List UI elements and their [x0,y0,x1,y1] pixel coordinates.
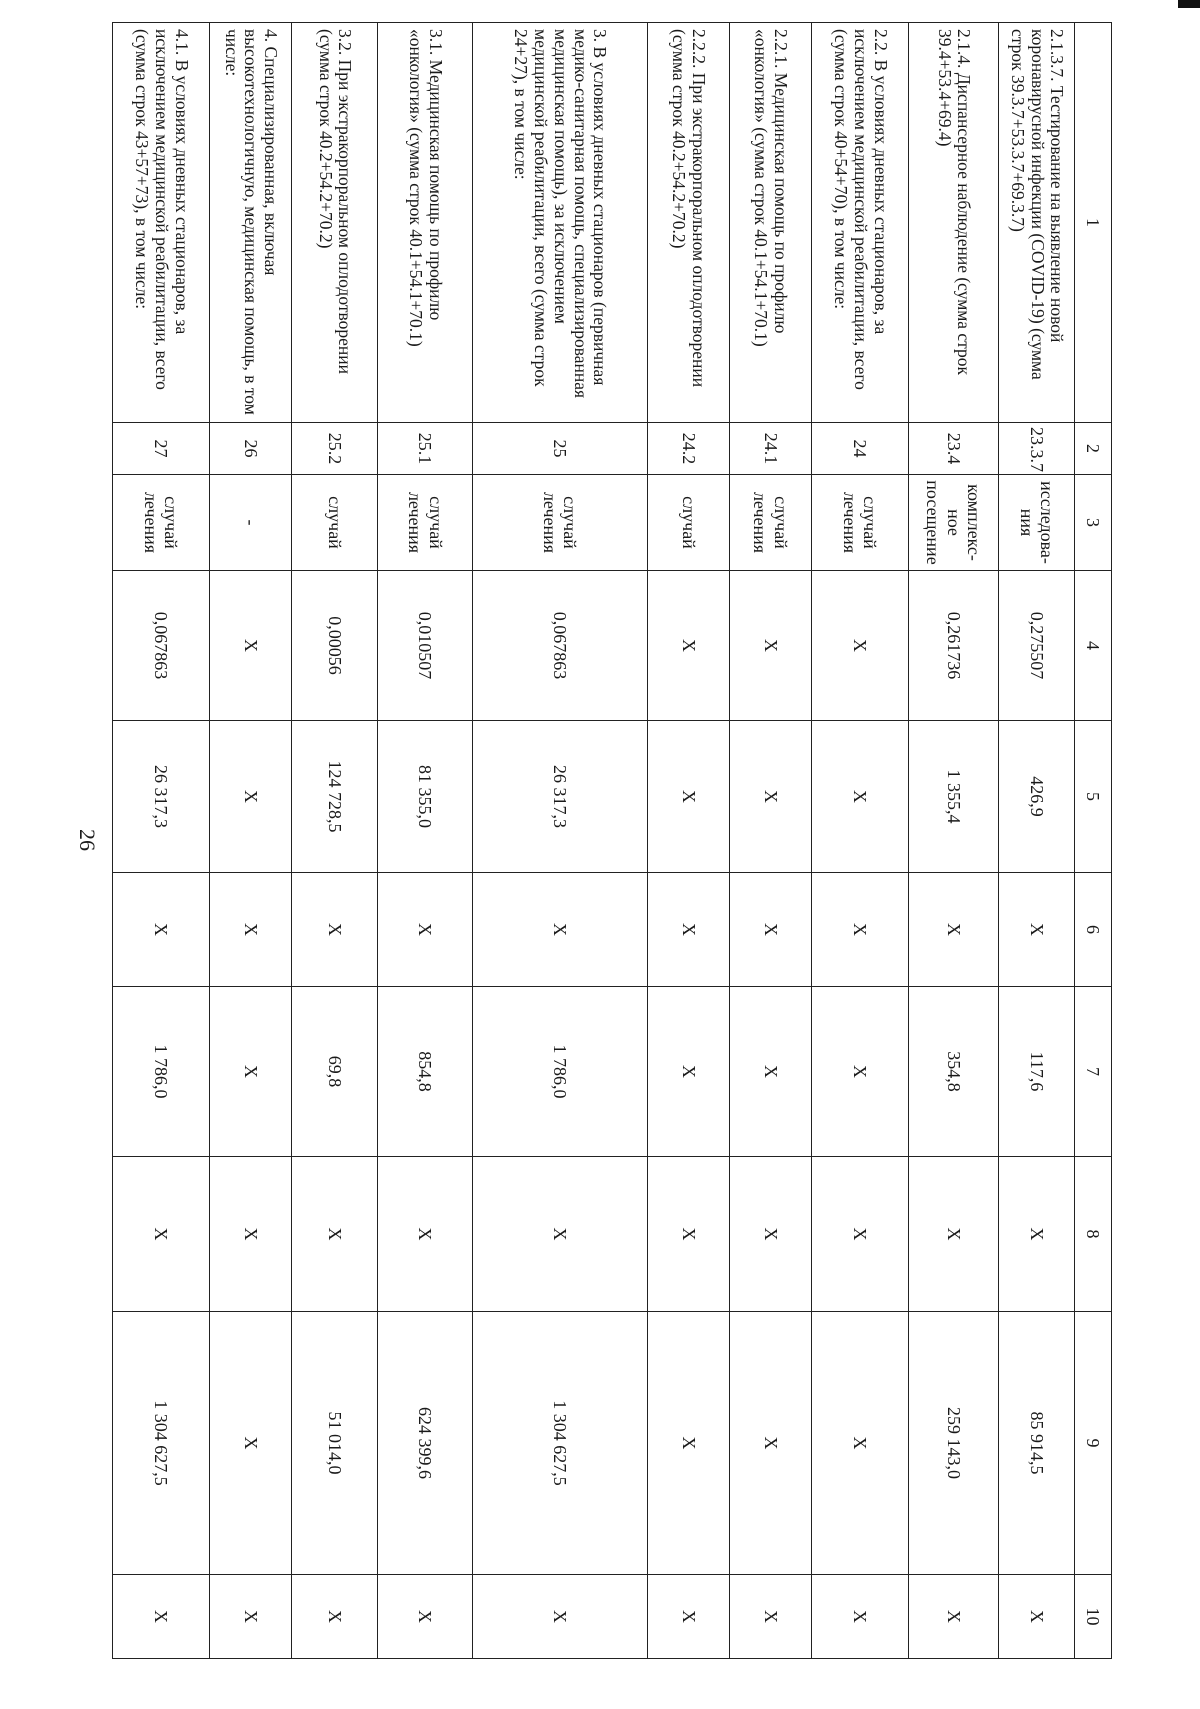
table-cell: 25.1 [378,423,473,475]
table-row [378,23,473,1659]
table-row [292,23,378,1659]
table-cell: 259 143,0 [908,1312,999,1575]
table-cell: X [292,1575,378,1659]
table-cell: 1 786,0 [113,987,210,1157]
table-cell: X [729,1157,811,1312]
table-cell: 81 355,0 [378,721,473,873]
table-cell: комплекс-ное посещение [908,475,999,571]
row-description: 2.1.3.7. Тестирование на выявление новой коронавирусной инфекции (COVID-19) (сумма строк 39.3.7+53.3.7+69.3.7) [999,23,1075,423]
table-cell: X [113,1157,210,1312]
table-cell: 354,8 [908,987,999,1157]
data-table [112,22,1112,1659]
row-description: 2.2.1. Медицинская помощь по профилю «онкология» (сумма строк 40.1+54.1+70.1) [729,23,811,423]
table-cell: X [908,1575,999,1659]
table-cell: X [647,721,729,873]
column-number: 4 [1075,571,1112,721]
table-cell: X [647,987,729,1157]
row-description: 3. В условиях дневных стационаров (первичная медико-санитарная помощь, специализированная медицинская помощь), за исключением медицинской реабилитации, всего (сумма строк 24+27), в том числе: [473,23,648,423]
table-cell: 26 317,3 [113,721,210,873]
table-cell: 624 399,6 [378,1312,473,1575]
table-cell: 426,9 [999,721,1075,873]
table-cell: X [812,987,909,1157]
table-cell: X [908,1157,999,1312]
table-cell: X [209,571,291,721]
table-cell: 0,067863 [113,571,210,721]
table-cell: X [729,721,811,873]
column-number: 3 [1075,475,1112,571]
table-cell: X [113,873,210,987]
table-cell: 124 728,5 [292,721,378,873]
table-cell: X [378,1575,473,1659]
table-cell: 0,261736 [908,571,999,721]
table-cell: X [812,1575,909,1659]
table-cell: 24.1 [729,423,811,475]
table-cell: 23.4 [908,423,999,475]
table-cell: 24.2 [647,423,729,475]
corner-mark [1178,0,1200,8]
table-cell: - [209,475,291,571]
table-cell: X [729,1312,811,1575]
table-cell: 25 [473,423,648,475]
row-description: 4. Специализированная, включая высокотехнологичную, медицинская помощь, в том числе: [209,23,291,423]
table-cell: 1 304 627,5 [113,1312,210,1575]
table-cell: X [209,1312,291,1575]
table-cell: 1 355,4 [908,721,999,873]
table-cell: 25.2 [292,423,378,475]
table-cell: X [209,721,291,873]
table-cell: 0,00056 [292,571,378,721]
page-number: 26 [75,829,100,851]
table-cell: случай [647,475,729,571]
table-cell: X [647,1575,729,1659]
table-cell: X [378,1157,473,1312]
table-cell: X [812,1312,909,1575]
table-row [209,23,291,1659]
table-cell: X [812,873,909,987]
table-cell: случай лечения [812,475,909,571]
table-cell: X [812,1157,909,1312]
row-description: 4.1. В условиях дневных стационаров, за исключением медицинской реабилитации, всего (сумма строк 43+57+73), в том числе: [113,23,210,423]
table-cell: 0,010507 [378,571,473,721]
table-cell: случай лечения [473,475,648,571]
table-cell: случай лечения [113,475,210,571]
table-cell: X [999,873,1075,987]
table-cell: X [647,571,729,721]
table-cell: X [473,1157,648,1312]
column-number: 5 [1075,721,1112,873]
column-number: 10 [1075,1575,1112,1659]
table-cell: X [292,873,378,987]
table-row [647,23,729,1659]
table-row [812,23,909,1659]
table-cell: X [209,873,291,987]
table-cell: X [729,571,811,721]
table-cell: X [209,1157,291,1312]
table-body [113,23,1112,1659]
table-cell: X [812,571,909,721]
table-cell: X [812,721,909,873]
table-cell: X [473,1575,648,1659]
table-cell: 69,8 [292,987,378,1157]
table-cell: 24 [812,423,909,475]
table-cell: 1 304 627,5 [473,1312,648,1575]
row-description: 2.1.4. Диспансерное наблюдение (сумма строк 39.4+53.4+69.4) [908,23,999,423]
table-header-row [1075,23,1112,1659]
table-cell: X [999,1157,1075,1312]
row-description: 3.2. При экстракорпоральном оплодотворении (сумма строк 40.2+54.2+70.2) [292,23,378,423]
table-cell: случай лечения [378,475,473,571]
table-row [113,23,210,1659]
table-row [908,23,999,1659]
table-cell: 0,067863 [473,571,648,721]
column-number: 2 [1075,423,1112,475]
table-cell: X [473,873,648,987]
table-cell: X [647,1312,729,1575]
table-cell: X [209,987,291,1157]
table-cell: X [209,1575,291,1659]
table-cell: 51 014,0 [292,1312,378,1575]
table-cell: исследова-ния [999,475,1075,571]
row-description: 3.1. Медицинская помощь по профилю «онкология» (сумма строк 40.1+54.1+70.1) [378,23,473,423]
column-number: 6 [1075,873,1112,987]
table-cell: 23.3.7 [999,423,1075,475]
row-description: 2.2.2. При экстракорпоральном оплодотворении (сумма строк 40.2+54.2+70.2) [647,23,729,423]
table-row [473,23,648,1659]
table-cell: случай лечения [729,475,811,571]
table-cell: 1 786,0 [473,987,648,1157]
row-description: 2.2. В условиях дневных стационаров, за исключением медицинской реабилитации, всего (сумма строк 40+54+70), в том числе: [812,23,909,423]
table-cell: X [647,1157,729,1312]
table-cell: X [378,873,473,987]
table-cell: 0,275507 [999,571,1075,721]
table-cell: X [292,1157,378,1312]
column-number: 8 [1075,1157,1112,1312]
table-row [999,23,1075,1659]
column-number: 9 [1075,1312,1112,1575]
table-cell: X [113,1575,210,1659]
table-cell: 854,8 [378,987,473,1157]
table-cell: 26 [209,423,291,475]
table-cell: 26 317,3 [473,721,648,873]
table-row [729,23,811,1659]
table-cell: 117,6 [999,987,1075,1157]
table-cell: X [729,1575,811,1659]
table-cell: X [908,873,999,987]
table-cell: X [647,873,729,987]
rotated-page [75,22,1112,1658]
table-cell: 85 914,5 [999,1312,1075,1575]
column-number: 7 [1075,987,1112,1157]
table-cell: X [729,987,811,1157]
table-cell: 27 [113,423,210,475]
column-number: 1 [1075,23,1112,423]
table-cell: X [729,873,811,987]
table-cell: случай [292,475,378,571]
table-cell: X [999,1575,1075,1659]
